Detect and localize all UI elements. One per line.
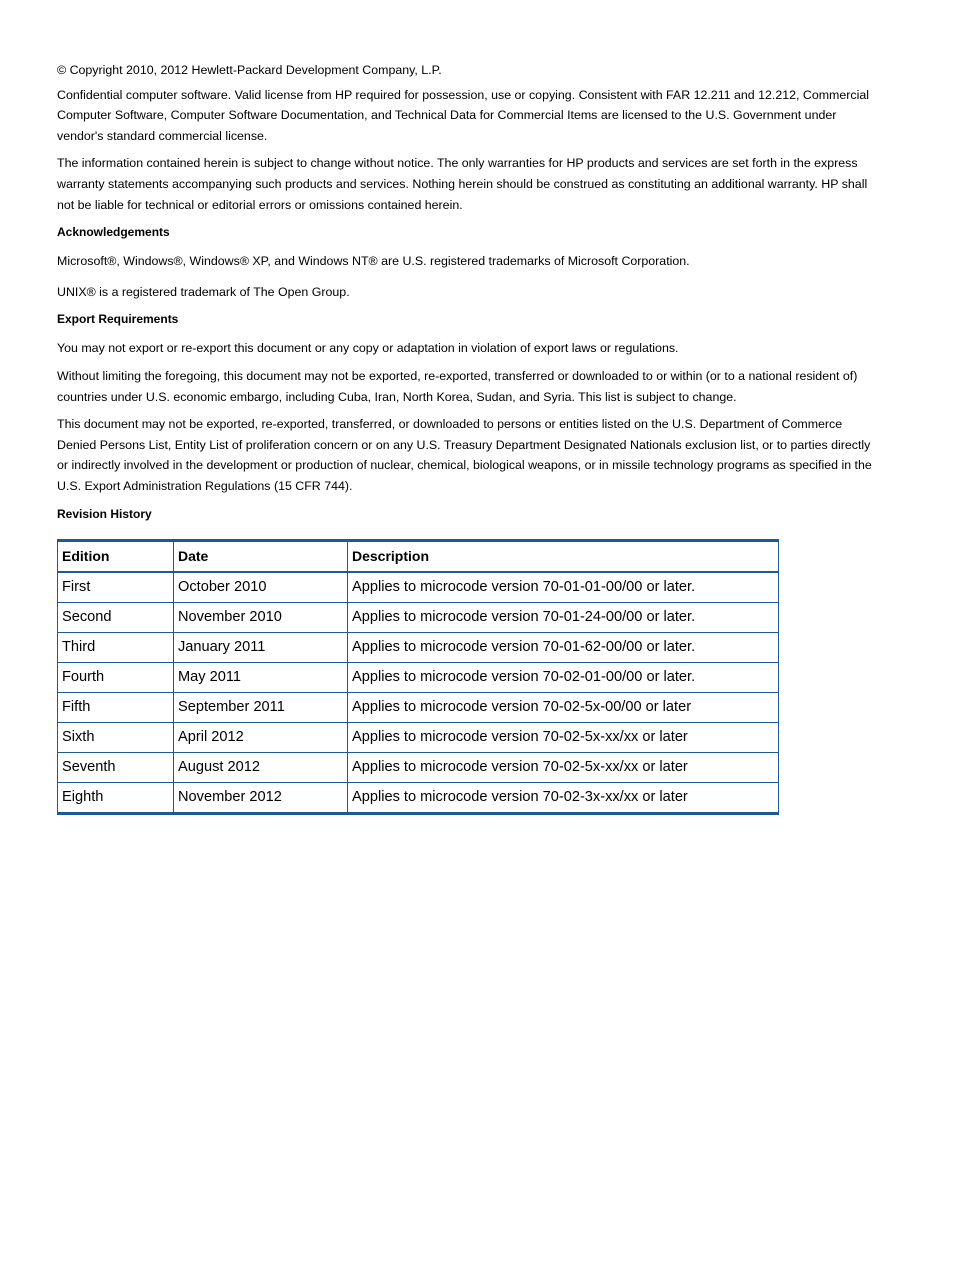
edition-cell: Fifth [58, 692, 174, 722]
edition-cell: Seventh [58, 752, 174, 782]
table-row [58, 782, 779, 813]
table-row [58, 572, 779, 603]
column-header-description: Description [348, 540, 779, 572]
table-row [58, 692, 779, 722]
export-paragraph: You may not export or re-export this document or any copy or adaptation in violation of export laws or regulations. [57, 341, 679, 356]
date-cell: August 2012 [174, 752, 348, 782]
description-cell: Applies to microcode version 70-02-5x-00/00 or later [348, 692, 779, 722]
edition-cell: Sixth [58, 722, 174, 752]
description-cell: Applies to microcode version 70-01-24-00/00 or later. [348, 602, 779, 632]
date-cell: April 2012 [174, 722, 348, 752]
table-row [58, 722, 779, 752]
unix-trademark-text: UNIX® is a registered trademark of The Open Group. [57, 284, 350, 299]
date-cell: January 2011 [174, 632, 348, 662]
description-cell: Applies to microcode version 70-01-01-00/00 or later. [348, 572, 779, 603]
table-row [58, 602, 779, 632]
date-cell: November 2010 [174, 602, 348, 632]
edition-cell: Third [58, 632, 174, 662]
revision-history-heading: Revision History [57, 506, 152, 521]
date-cell: November 2012 [174, 782, 348, 813]
description-cell: Applies to microcode version 70-02-01-00/00 or later. [348, 662, 779, 692]
description-cell: Applies to microcode version 70-02-5x-xx/xx or later [348, 752, 779, 782]
denied-persons-paragraph: This document may not be exported, re-exported, transferred, or downloaded to persons or entities listed on the U.S. Department of Commerce Denied Persons List, Entity List of proliferation concern or on any U.S. Treasury Department Designated Nationals exclusion list, or to parties directly or indirectly involved in the development or production of nuclear, chemical, biological weapons, or in missile technology programs as specified in the U.S. Export Administration Regulations (15 CFR 744). [57, 417, 872, 493]
edition-cell: Second [58, 602, 174, 632]
acknowledgements-heading: Acknowledgements [57, 225, 170, 240]
date-cell: May 2011 [174, 662, 348, 692]
description-cell: Applies to microcode version 70-01-62-00/00 or later. [348, 632, 779, 662]
table-row [58, 632, 779, 662]
date-cell: October 2010 [174, 572, 348, 603]
column-header-date: Date [174, 540, 348, 572]
description-cell: Applies to microcode version 70-02-5x-xx/xx or later [348, 722, 779, 752]
edition-cell: First [58, 572, 174, 603]
table-row [58, 662, 779, 692]
license-paragraph: Confidential computer software. Valid license from HP required for possession, use or copying. Consistent with FAR 12.211 and 12.212, Commercial Computer Software, Computer Software Documentation, and Technical Data for Commercial Items are licensed to the U.S. Government under vendor's standard commercial license. [57, 87, 869, 143]
edition-cell: Eighth [58, 782, 174, 813]
date-cell: September 2011 [174, 692, 348, 722]
revision-history-table [57, 539, 779, 815]
export-requirements-heading: Export Requirements [57, 312, 179, 327]
column-header-edition: Edition [58, 540, 174, 572]
embargo-paragraph: Without limiting the foregoing, this document may not be exported, re-exported, transferred or downloaded to or within (or to a national resident of) countries under U.S. economic embargo, including Cuba, Iran, North Korea, Sudan, and Syria. This list is subject to change. [57, 368, 858, 404]
microsoft-trademark-text: Microsoft®, Windows®, Windows® XP, and Windows NT® are U.S. registered trademarks of Microsoft Corporation. [57, 254, 690, 269]
document-page [57, 60, 872, 815]
warranty-paragraph: The information contained herein is subject to change without notice. The only warranties for HP products and services are set forth in the express warranty statements accompanying such products and services. Nothing herein should be construed as constituting an additional warranty. HP shall not be liable for technical or editorial errors or omissions contained herein. [57, 156, 868, 212]
edition-cell: Fourth [58, 662, 174, 692]
table-row [58, 752, 779, 782]
copyright-notice: © Copyright 2010, 2012 Hewlett-Packard Development Company, L.P. [57, 63, 442, 77]
description-cell: Applies to microcode version 70-02-3x-xx/xx or later [348, 782, 779, 813]
table-header-row [58, 540, 779, 572]
